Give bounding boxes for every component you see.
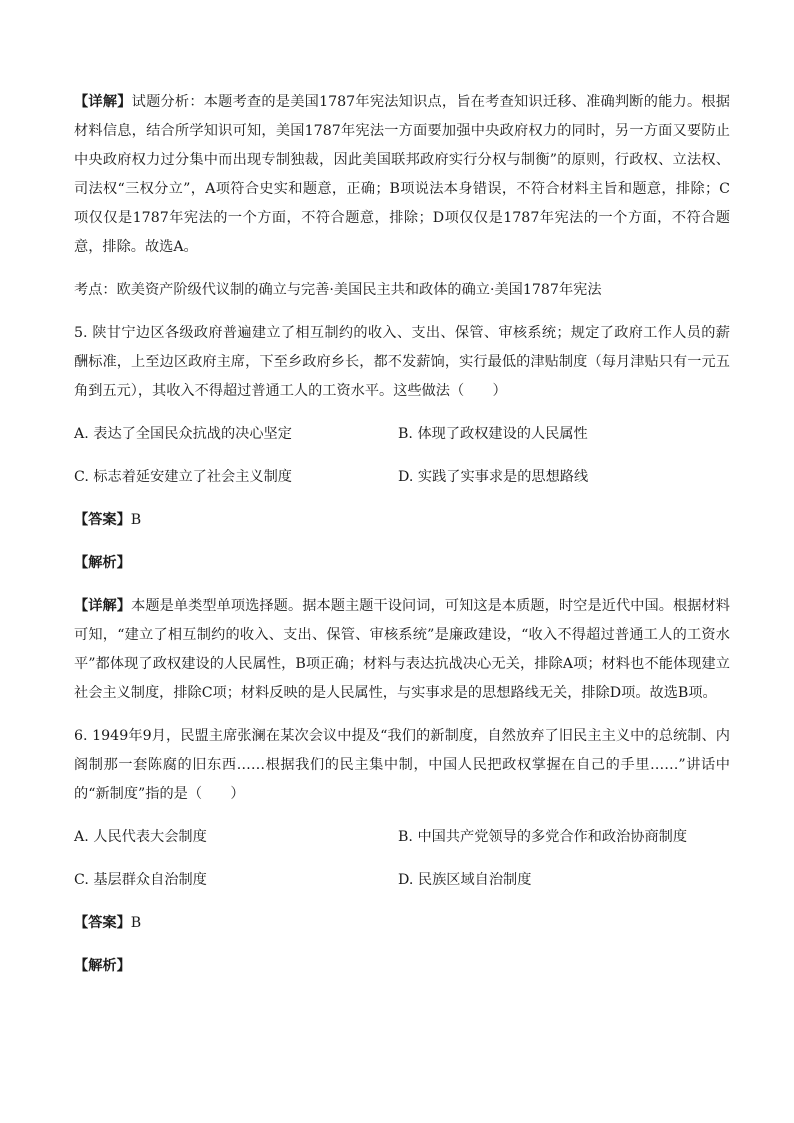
q6-option-b: B. 中国共产党领导的多党合作和政治协商制度: [398, 829, 688, 845]
q5-options: [74, 420, 730, 449]
q5-answer-tag: 【答案】: [74, 512, 131, 528]
q6-option-d: D. 民族区域自治制度: [398, 872, 532, 888]
q4-detail: [74, 88, 730, 262]
q5-stem: 5. 陕甘宁边区各级政府普遍建立了相互制约的收入、支出、保管、审核系统；规定了政府工作人员的薪酬标准，上至边区政府主席，下至乡政府乡长，都不发薪饷，实行最低的津贴制度（每月津贴只有一元五角到五元），其收入不得超过普通工人的工资水平。这些做法（ ）: [74, 325, 730, 399]
q5-answer-value: B: [130, 512, 142, 528]
q4-detail-tag: 【详解】: [74, 94, 132, 110]
q5-detail-text: 本题是单类型单项选择题。据本题主题干设问词，可知这是本质题，时空是近代中国。根据材料可知，“建立了相互制约的收入、支出、保管、审核系统”是廉政建设，“收入不得超过普通工人的工资水平”都体现了政权建设的人民属性，B项正确；材料与表达抗战决心无关，排除A项；材料也不能体现建立社会主义制度，排除C项；材料反映的是人民属性，与实事求是的思想路线无关，排除D项。故选B项。: [74, 598, 730, 701]
q6-answer-value: B: [130, 915, 142, 931]
q6-analysis: [74, 952, 730, 981]
q6-options: [74, 823, 730, 852]
q5-analysis-tag: 【解析】: [74, 555, 131, 571]
q4-kaodian: 考点：欧美资产阶级代议制的确立与完善·美国民主共和政体的确立·美国1787年宪法: [74, 282, 602, 298]
q6-option-c: C. 基层群众自治制度: [74, 872, 207, 888]
document-page: [74, 88, 730, 995]
q5-option-a: A. 表达了全国民众抗战的决心坚定: [74, 426, 292, 442]
q6-options-row2: [74, 866, 730, 895]
q5-detail: [74, 592, 730, 708]
q6-stem: 6. 1949年9月，民盟主席张澜在某次会议中提及“我们的新制度，自然放弃了旧民主主义中的总统制、内阁制那一套陈腐的旧东西……根据我们的民主集中制，中国人民把政权掌握在自己的手里……”讲话中的“新制度”指的是（ ）: [74, 728, 730, 802]
q6-answer-tag: 【答案】: [74, 915, 131, 931]
q5-options-row2: [74, 463, 730, 492]
q6-option-a: A. 人民代表大会制度: [74, 829, 207, 845]
q5-option-d: D. 实践了实事求是的思想路线: [398, 469, 589, 485]
q5-option-b: B. 体现了政权建设的人民属性: [398, 426, 588, 442]
q5-detail-tag: 【详解】: [74, 598, 132, 614]
q5-option-c: C. 标志着延安建立了社会主义制度: [74, 469, 292, 485]
q4-detail-text: 试题分析：本题考查的是美国1787年宪法知识点，旨在考查知识迁移、准确判断的能力。根据材料信息，结合所学知识可知，美国1787年宪法一方面要加强中央政府权力的同时，另一方面又要防止中央政府权力过分集中而出现专制独裁，因此美国联邦政府实行分权与制衡”的原则，行政权、立法权、司法权“三权分立”，A项符合史实和题意，正确；B项说法本身错误，不符合材料主旨和题意，排除；C项仅仅是1787年宪法的一个方面，不符合题意，排除；D项仅仅是1787年宪法的一个方面，不符合题意，排除。故选A。: [74, 94, 730, 255]
q5-answer: [74, 506, 730, 535]
q6-analysis-tag: 【解析】: [74, 958, 131, 974]
q5-analysis: [74, 549, 730, 578]
q6-answer: [74, 909, 730, 938]
